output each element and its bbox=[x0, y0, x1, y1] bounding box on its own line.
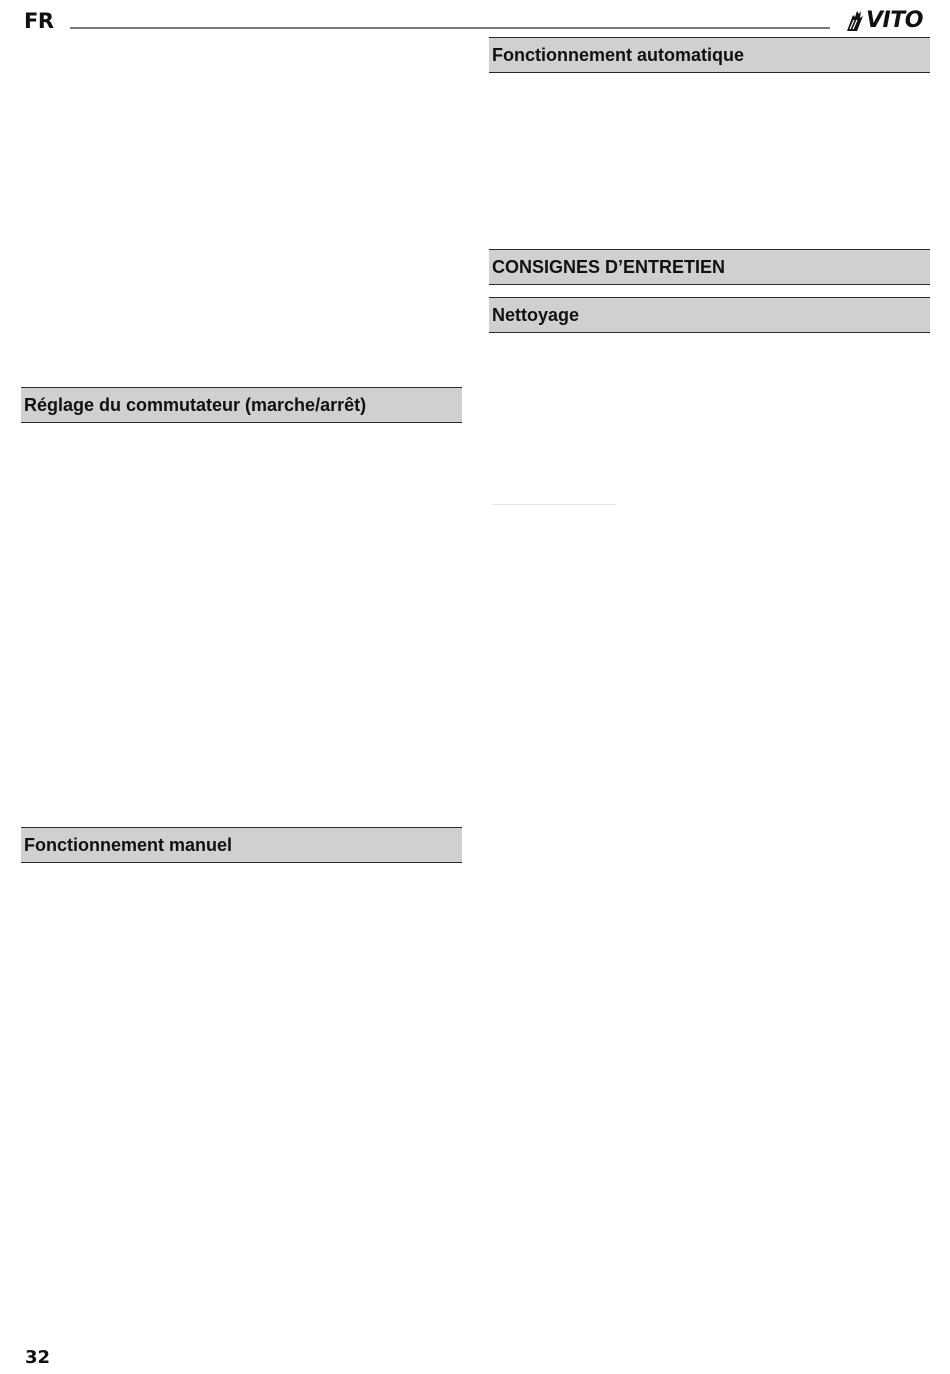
language-code: FR bbox=[24, 9, 54, 33]
heading-cleaning: Nettoyage bbox=[489, 297, 930, 333]
vito-logo-mark-icon bbox=[845, 10, 865, 32]
heading-manual-operation: Fonctionnement manuel bbox=[21, 827, 462, 863]
header-divider bbox=[70, 27, 830, 29]
heading-switch-setting: Réglage du commutateur (marche/arrêt) bbox=[21, 387, 462, 423]
page-number: 32 bbox=[25, 1347, 51, 1368]
heading-maintenance: CONSIGNES D’ENTRETIEN bbox=[489, 249, 930, 285]
faint-divider bbox=[492, 504, 616, 505]
brand-wordmark: VITO bbox=[866, 8, 923, 33]
heading-automatic-operation: Fonctionnement automatique bbox=[489, 37, 930, 73]
brand-logo bbox=[845, 8, 923, 34]
